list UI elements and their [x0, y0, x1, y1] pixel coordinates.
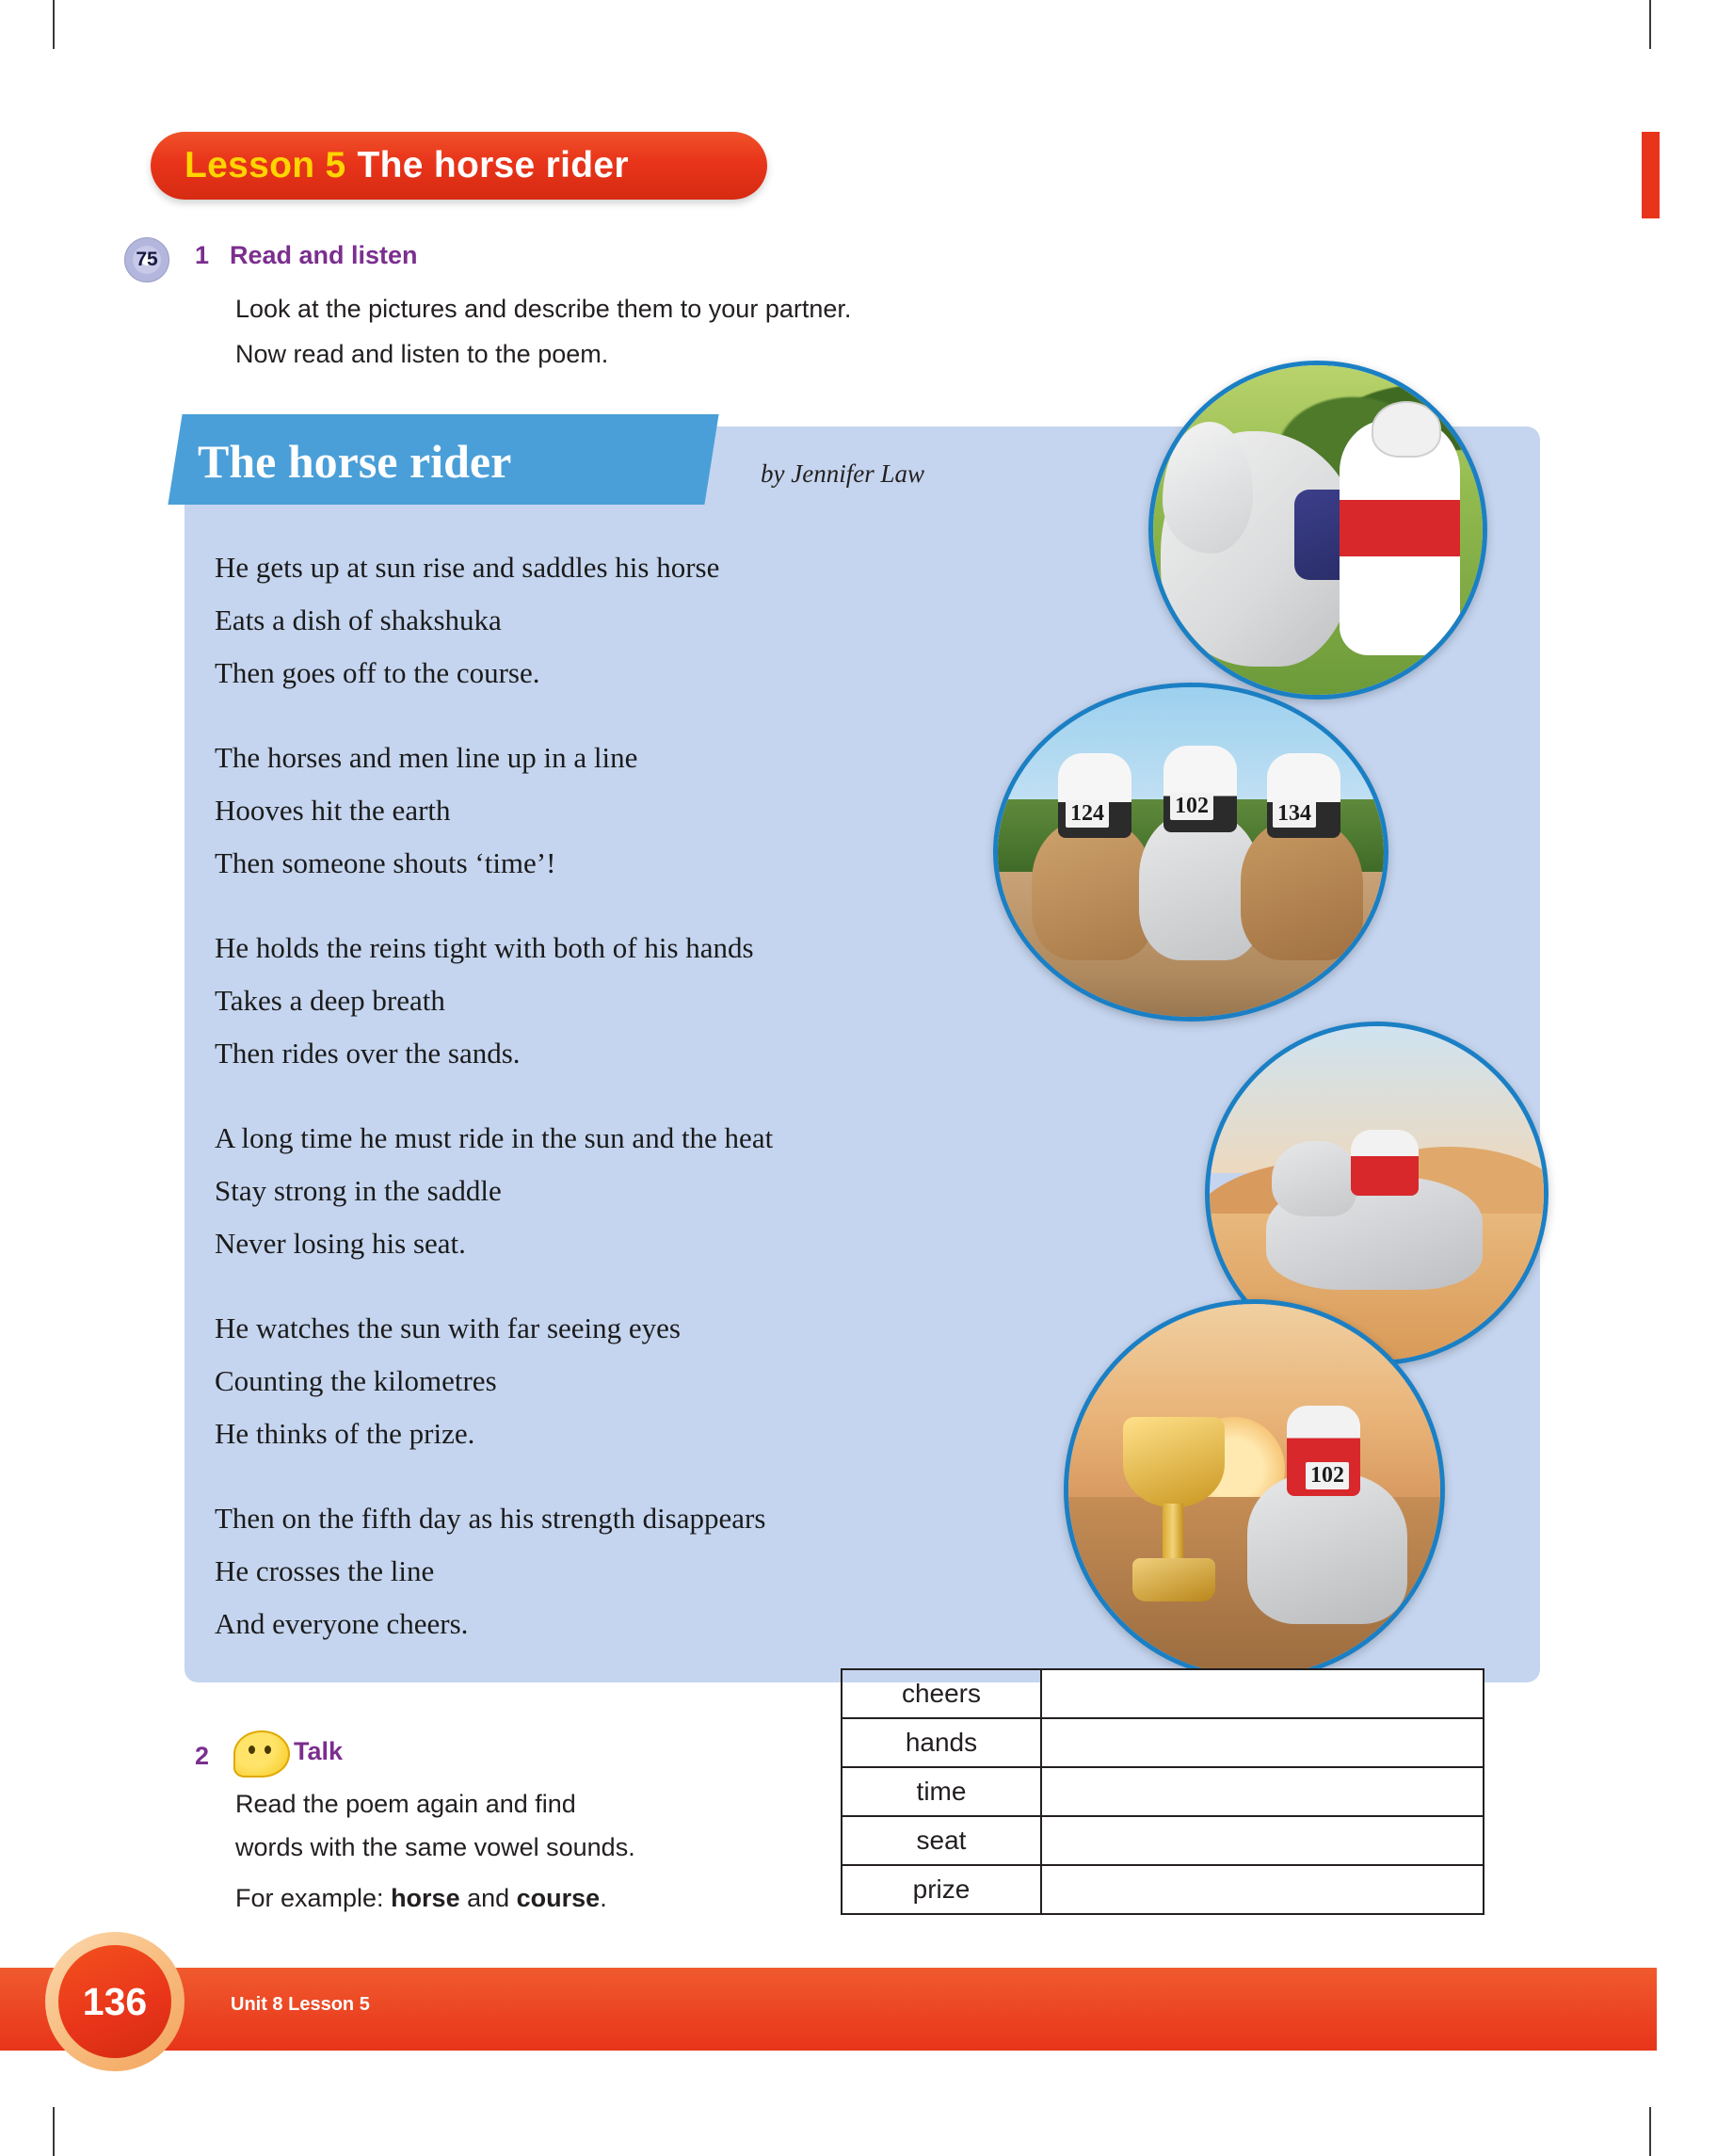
page-number: 136	[82, 1979, 148, 2023]
poem-stanza	[215, 1492, 1043, 1650]
photo-rider-saddling-horse	[1148, 361, 1487, 700]
page-number-badge	[58, 1945, 171, 2058]
poem-line: Then rides over the sands.	[215, 1037, 521, 1070]
activity-2-label: Talk	[294, 1737, 344, 1765]
word-cell: hands	[842, 1718, 1041, 1767]
horse-shape	[1241, 819, 1363, 960]
crop-mark-top-left	[53, 0, 55, 49]
bib-number: 134	[1273, 800, 1316, 828]
answer-cell[interactable]	[1041, 1767, 1484, 1816]
poem-line: Takes a deep breath	[215, 984, 445, 1017]
poem-line: He holds the reins tight with both of his hands	[215, 931, 754, 964]
example-join: and	[459, 1884, 517, 1912]
trophy-base-shape	[1132, 1558, 1215, 1601]
horse-body-shape	[1247, 1473, 1407, 1624]
answer-cell[interactable]	[1041, 1865, 1484, 1914]
bib-number: 102	[1170, 793, 1213, 820]
poem-title: The horse rider	[198, 435, 512, 488]
activity-1-label: Read and listen	[230, 241, 418, 269]
activity-1-instruction-line-1: Look at the pictures and describe them to your partner.	[235, 295, 852, 323]
poem-line: Counting the kilometres	[215, 1364, 497, 1397]
talk-icon-eye	[249, 1746, 255, 1754]
horse-neck-shape	[1272, 1141, 1356, 1216]
rider-shape	[1351, 1130, 1419, 1196]
bib-number: 102	[1306, 1462, 1349, 1489]
poem-line: He crosses the line	[215, 1554, 435, 1587]
poem-stanza	[215, 1112, 1043, 1270]
activity-1-number: 1	[195, 241, 210, 269]
activity-2-line-2: words with the same vowel sounds.	[235, 1833, 635, 1861]
answer-cell[interactable]	[1041, 1816, 1484, 1865]
photo-three-riders-lining-up	[993, 683, 1388, 1022]
page-edge-marker	[1642, 132, 1660, 218]
example-suffix: .	[600, 1884, 607, 1912]
horse-shape	[1032, 819, 1154, 960]
activity-2-number: 2	[195, 1742, 210, 1770]
poem-line: Eats a dish of shakshuka	[215, 603, 502, 636]
poem-line: Then someone shouts ‘time’!	[215, 846, 556, 879]
poem-line: Hooves hit the earth	[215, 794, 451, 827]
poem-body	[215, 541, 1043, 1682]
example-prefix: For example:	[235, 1884, 392, 1912]
footer-label: Unit 8 Lesson 5	[231, 1994, 370, 2015]
word-cell: time	[842, 1767, 1041, 1816]
poem-line: He gets up at sun rise and saddles his horse	[215, 551, 720, 584]
poem-stanza	[215, 922, 1043, 1080]
poem-line: Stay strong in the saddle	[215, 1174, 502, 1207]
answer-cell[interactable]	[1041, 1669, 1484, 1718]
activity-2-example	[235, 1881, 607, 1916]
poem-line: The horses and men line up in a line	[215, 741, 638, 774]
example-word-1: horse	[391, 1884, 460, 1912]
helmet-shape	[1372, 401, 1441, 458]
example-word-2: course	[516, 1884, 601, 1912]
poem-author: by Jennifer Law	[761, 459, 924, 488]
lesson-banner	[151, 132, 767, 200]
poem-line: Never losing his seat.	[215, 1227, 466, 1260]
poem-line: Then goes off to the course.	[215, 656, 540, 689]
talk-icon-eye	[265, 1746, 271, 1754]
table-row	[842, 1669, 1484, 1718]
poem-line: He watches the sun with far seeing eyes	[215, 1311, 681, 1344]
poem-line: He thinks of the prize.	[215, 1417, 475, 1450]
lesson-number: Lesson 5	[185, 145, 346, 185]
table-row	[842, 1718, 1484, 1767]
crop-mark-bottom-left	[53, 2107, 55, 2156]
table-row	[842, 1767, 1484, 1816]
poem-stanza	[215, 541, 1043, 700]
trophy-stem-shape	[1163, 1504, 1183, 1564]
talk-icon	[233, 1730, 290, 1778]
word-cell: prize	[842, 1865, 1041, 1914]
lesson-title: The horse rider	[357, 145, 629, 185]
poem-stanza	[215, 1302, 1043, 1460]
table-row	[842, 1816, 1484, 1865]
trophy-icon	[1117, 1417, 1230, 1615]
bib-number: 124	[1066, 800, 1109, 828]
table-row	[842, 1865, 1484, 1914]
poem-line: Then on the fifth day as his strength disappears	[215, 1502, 766, 1535]
poem-line: A long time he must ride in the sun and the heat	[215, 1121, 774, 1154]
trophy-bowl-shape	[1123, 1417, 1225, 1507]
activity-1-instruction-line-2: Now read and listen to the poem.	[235, 340, 609, 368]
answer-cell[interactable]	[1041, 1718, 1484, 1767]
activity-2-line-1: Read the poem again and find	[235, 1790, 576, 1818]
crop-mark-top-right	[1649, 0, 1651, 49]
vowel-sounds-table	[841, 1668, 1484, 1915]
photo-winner-with-trophy	[1064, 1299, 1445, 1681]
word-cell: cheers	[842, 1669, 1041, 1718]
poem-line: And everyone cheers.	[215, 1607, 469, 1640]
audio-track-icon: 75	[124, 237, 169, 282]
crop-mark-bottom-right	[1649, 2107, 1651, 2156]
poem-stanza	[215, 732, 1043, 890]
word-cell: seat	[842, 1816, 1041, 1865]
